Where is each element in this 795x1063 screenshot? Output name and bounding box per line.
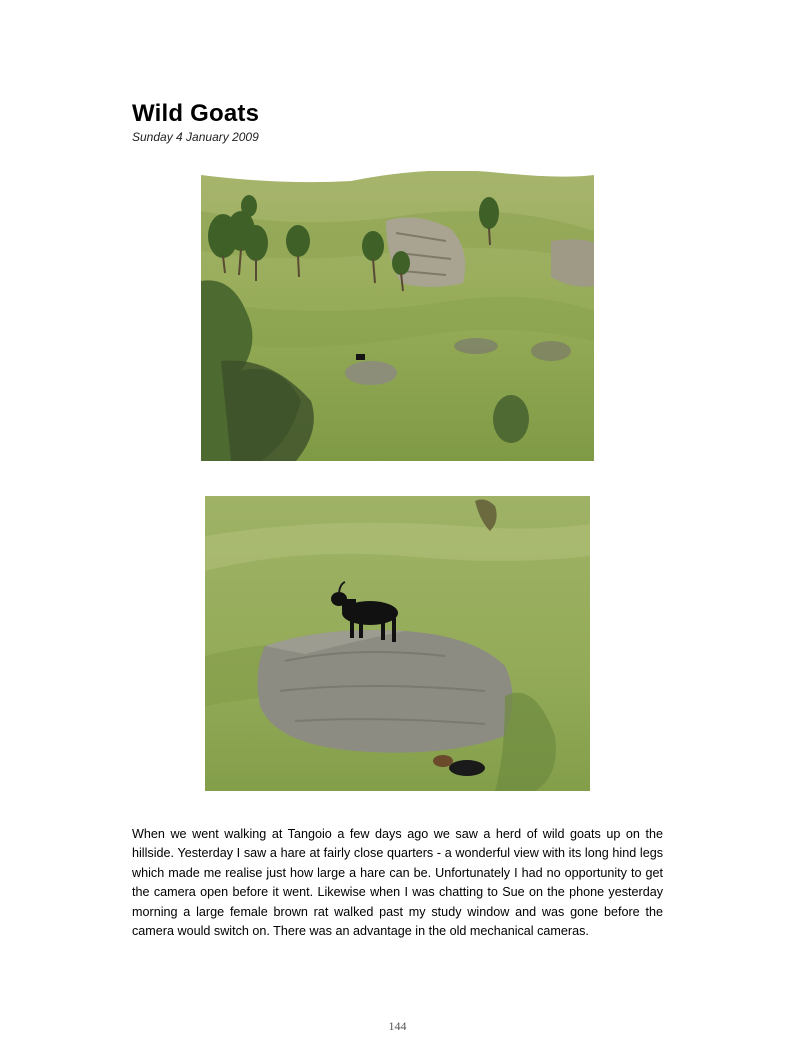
hillside-with-trees-photo — [201, 171, 594, 461]
post-date: Sunday 4 January 2009 — [132, 130, 259, 144]
goat-on-rock-photo — [205, 496, 590, 791]
page-title: Wild Goats — [132, 100, 260, 127]
page-number: 144 — [388, 1019, 407, 1033]
body-paragraph: When we went walking at Tangoio a few days ago we saw a herd of wild goats up on the hillside. Yesterday I saw a hare at fairly close quarters - a wonderful view with its long hind legs which made me realise just how large a hare can be. Unfortunately I had no opportunity to get the camera open before it went. Likewise when I was chatting to Sue on the phone yesterday morning a large female brown rat walked past my study window and was gone before the camera would switch on. There was an advantage in the old mechanical cameras. — [132, 827, 663, 939]
